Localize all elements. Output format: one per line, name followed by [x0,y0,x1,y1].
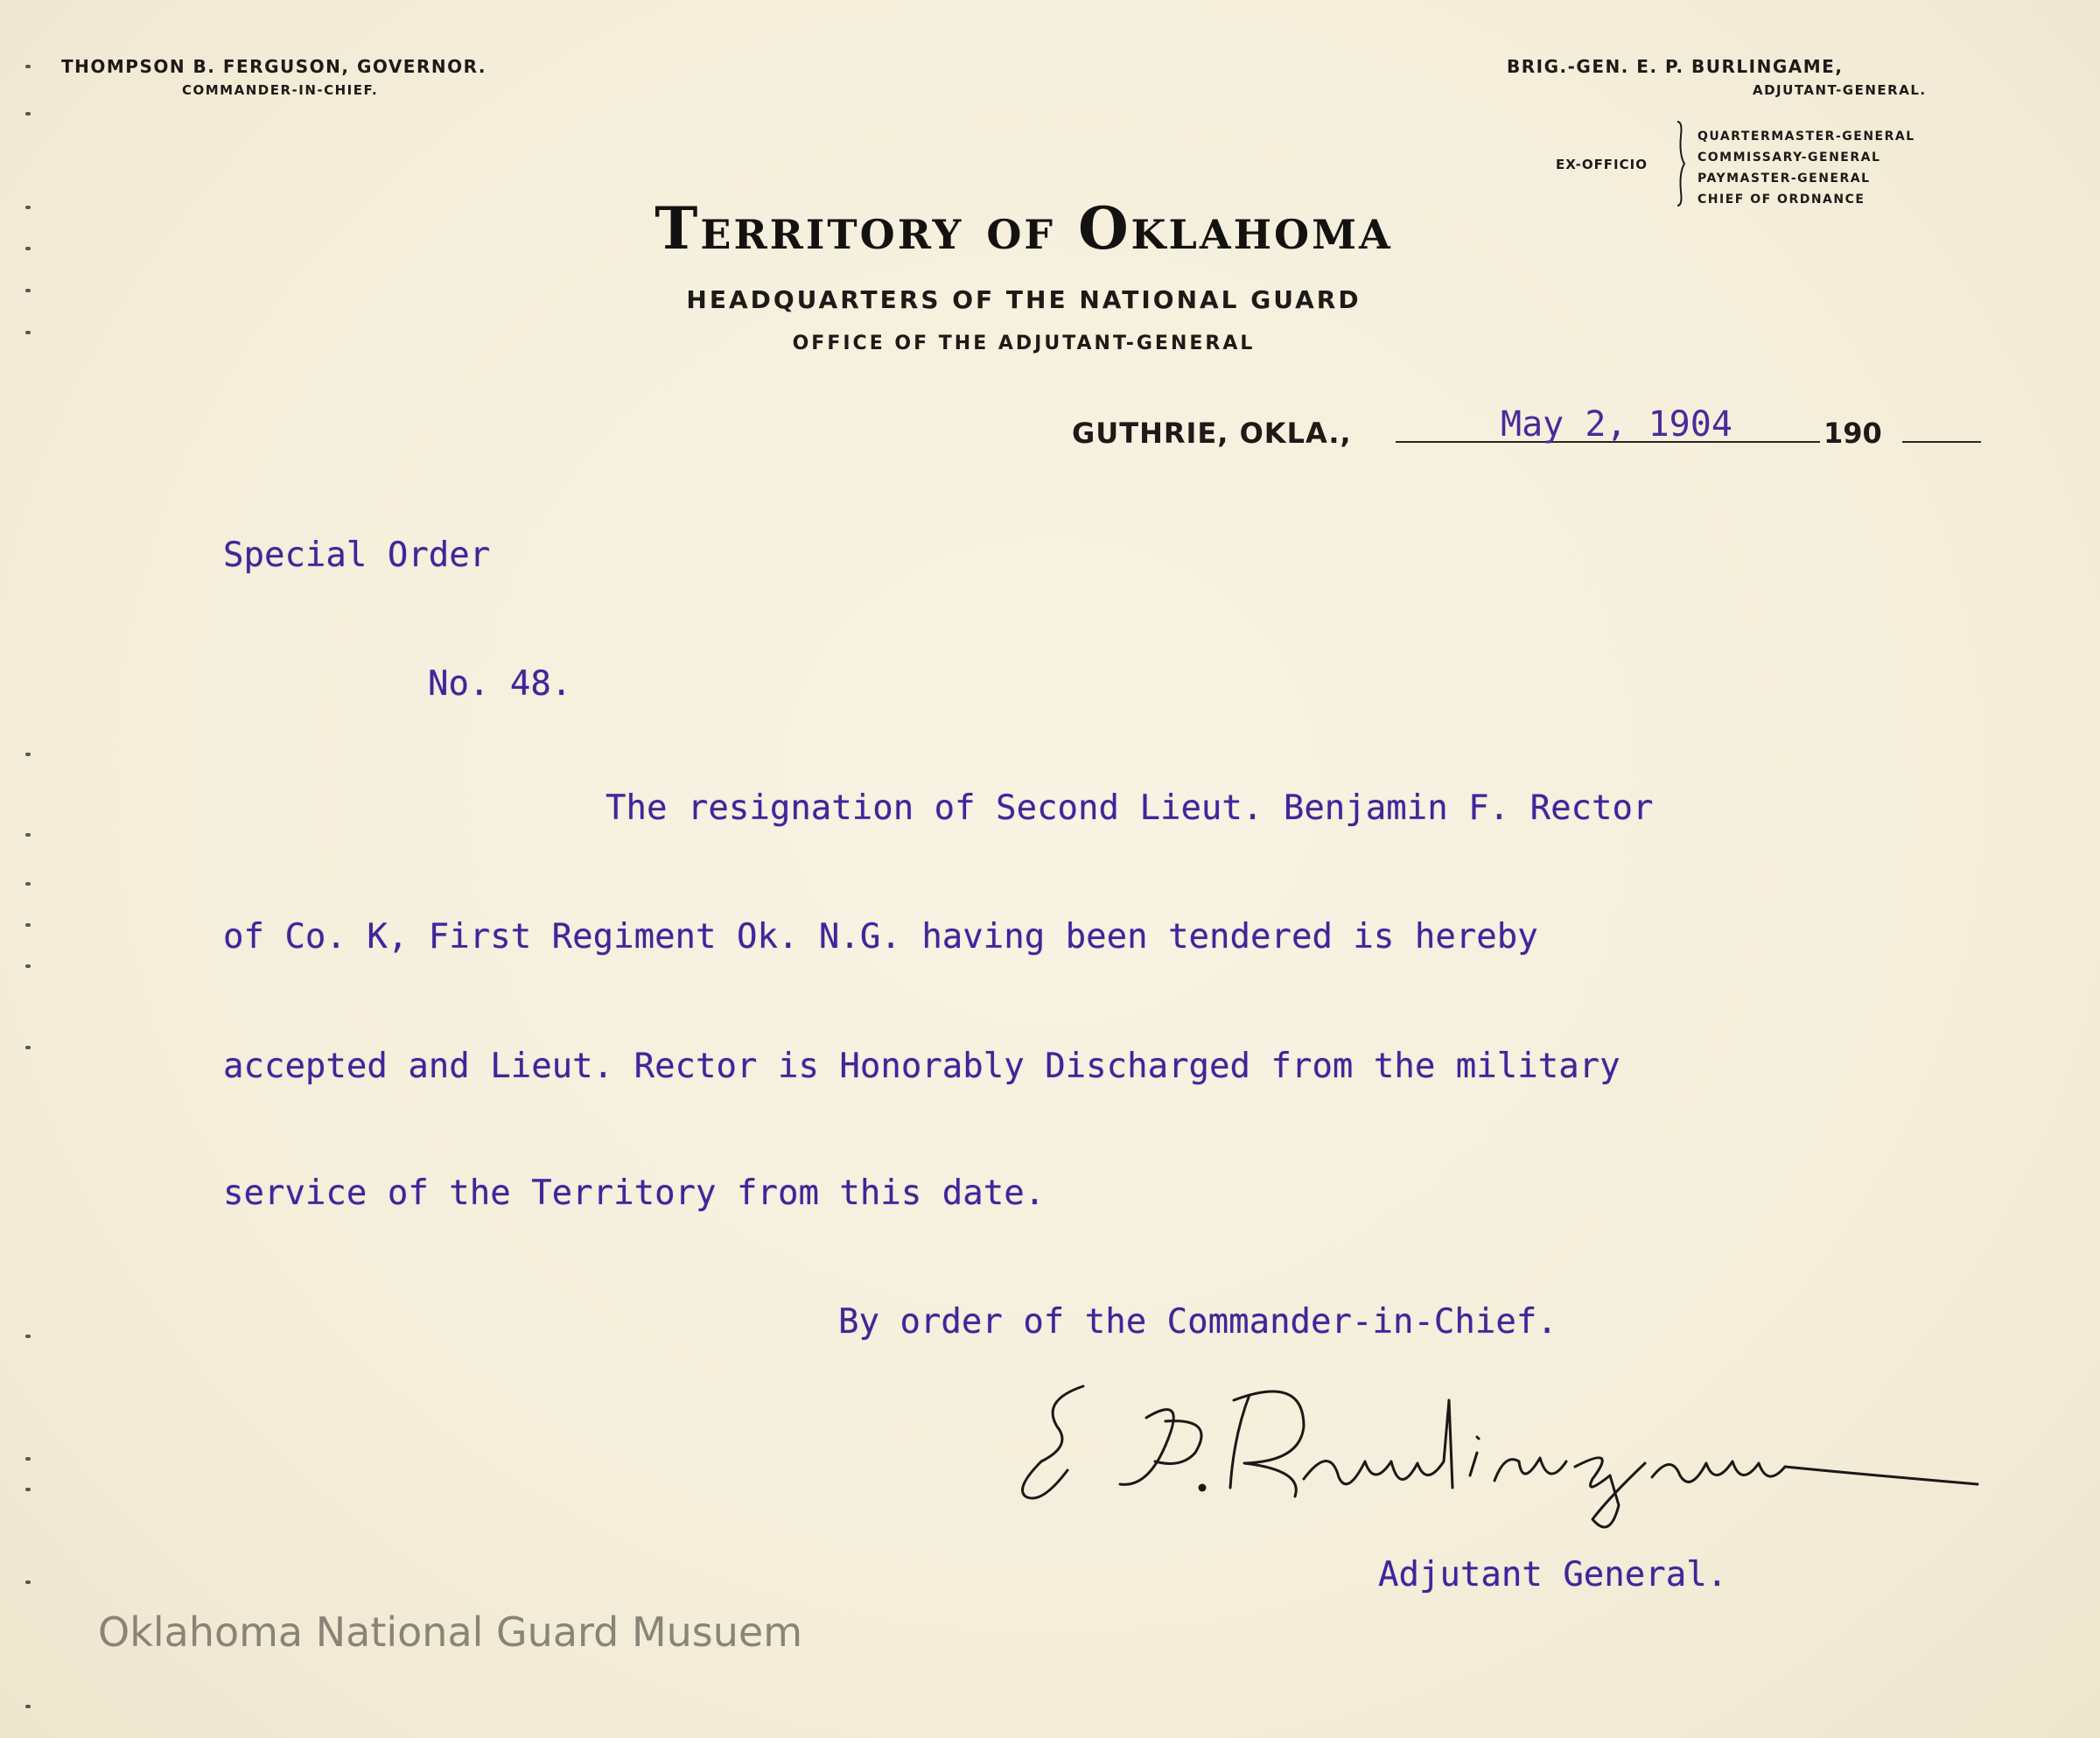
museum-watermark: Oklahoma National Guard Musuem [98,1608,803,1656]
margin-mark [25,1046,31,1049]
closing-line: By order of the Commander-in-Chief. [838,1302,1558,1342]
ex-officio-label: EX-OFFICIO [1556,157,1648,172]
body-line: service of the Territory from this date. [223,1174,1046,1213]
body-line: accepted and Lieut. Rector is Honorably Discharged from the military [223,1047,1620,1086]
margin-mark [25,1705,31,1708]
margin-mark [25,923,31,927]
letter-date: May 2, 1904 [1501,404,1732,445]
margin-mark [25,964,31,968]
margin-mark [25,833,31,837]
year-rule [1902,441,1981,443]
ex-officio-role: CHIEF OF ORDNANCE [1698,193,1866,207]
margin-mark [25,1488,31,1491]
ex-officio-role: QUARTERMASTER-GENERAL [1698,130,1915,144]
ex-officio-role: COMMISSARY-GENERAL [1698,151,1881,165]
adjutant-name: BRIG.-GEN. E. P. BURLINGAME, [1507,56,1844,77]
margin-mark [25,65,31,68]
ex-officio-role: PAYMASTER-GENERAL [1698,172,1871,186]
margin-mark [25,753,31,756]
body-line: The resignation of Second Lieut. Benjamin F. Rector [606,788,1654,828]
governor-title: COMMANDER-IN-CHIEF. [182,82,379,98]
adjutant-title: ADJUTANT-GENERAL. [1753,82,1927,98]
body-line: of Co. K, First Regiment Ok. N.G. having been tendered is hereby [223,917,1538,957]
governor-name: THOMPSON B. FERGUSON, GOVERNOR. [61,56,486,77]
year-prefix: 190 [1824,417,1882,450]
margin-mark [25,1580,31,1584]
signature [1015,1365,1986,1540]
order-number: No. 48. [428,664,572,704]
letterhead-office: OFFICE OF THE ADJUTANT-GENERAL [792,333,1256,354]
letterhead-title: Territory of Oklahoma [654,194,1393,263]
signer-title: Adjutant General. [1378,1555,1728,1594]
margin-mark [25,112,31,116]
margin-mark [25,882,31,886]
letterhead-subtitle: HEADQUARTERS OF THE NATIONAL GUARD [686,285,1362,314]
margin-mark [25,1457,31,1461]
margin-mark [25,1335,31,1338]
place-label: GUTHRIE, OKLA., [1072,417,1352,450]
order-heading: Special Order [223,536,491,575]
